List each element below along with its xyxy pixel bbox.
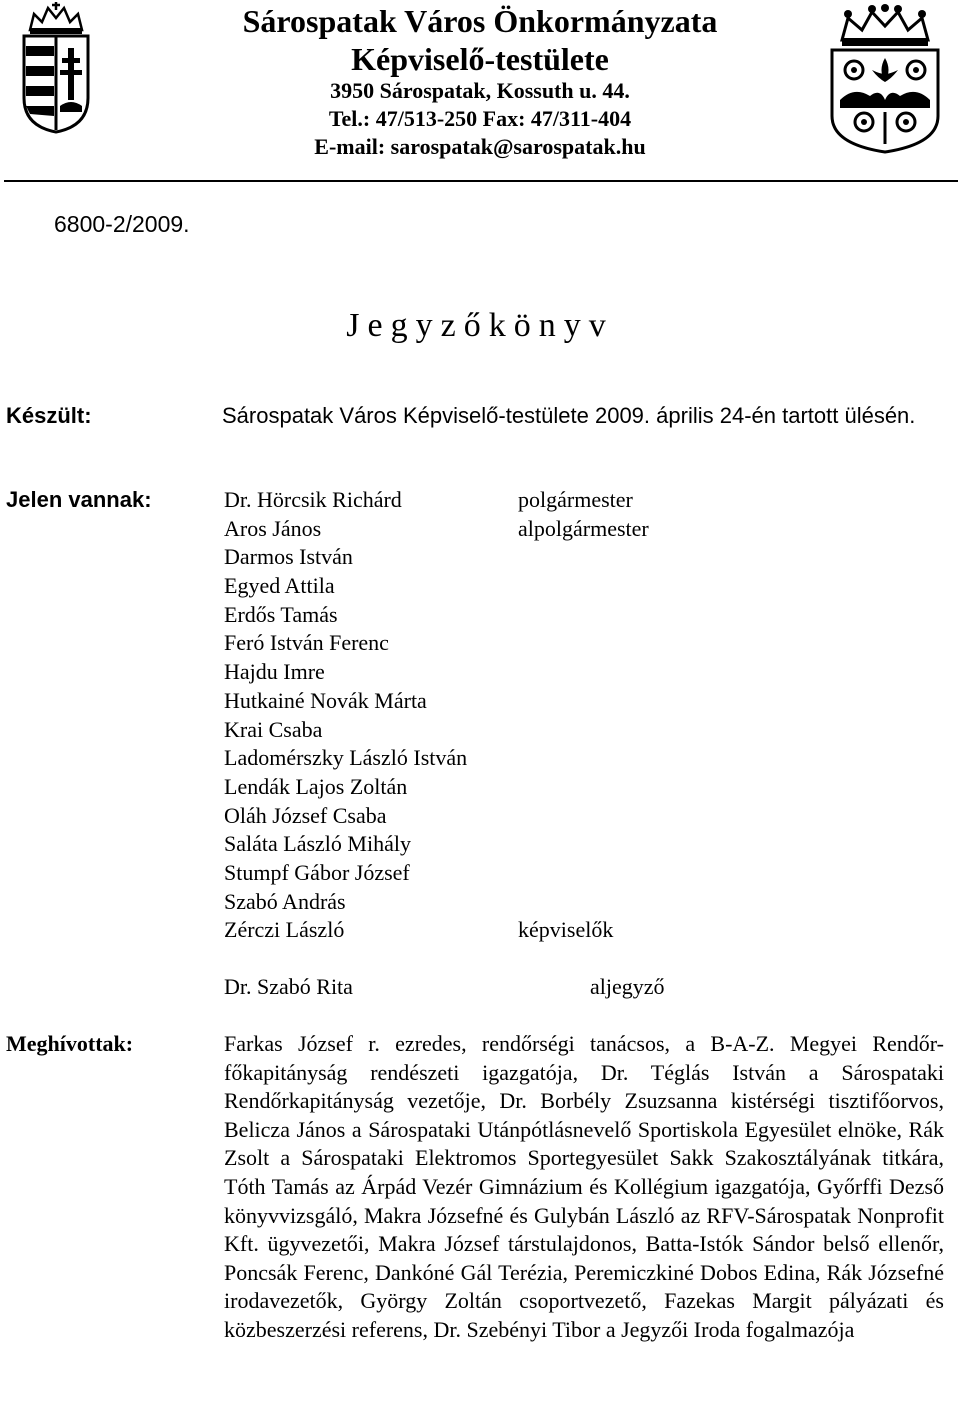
attendee-name: Egyed Attila bbox=[224, 573, 335, 599]
town-coat-of-arms-icon bbox=[824, 4, 946, 154]
attendee-row bbox=[224, 658, 704, 687]
attendee-name: Darmos István bbox=[224, 544, 353, 570]
header-divider bbox=[4, 180, 958, 182]
attendee-name: Dr. Hörcsik Richárd bbox=[224, 487, 402, 512]
attendee-name: Ladomérszky László István bbox=[224, 745, 468, 771]
attendee-name: Szabó András bbox=[224, 888, 346, 914]
attendee-row bbox=[224, 830, 704, 859]
attendee-name: Stumpf Gábor József bbox=[224, 859, 410, 885]
attendee-name: Aros János bbox=[224, 515, 322, 541]
attendee-role: polgármester bbox=[518, 487, 633, 512]
header-address: 3950 Sárospatak, Kossuth u. 44. bbox=[330, 78, 630, 103]
header-phone-fax: Tel.: 47/513-250 Fax: 47/311-404 bbox=[328, 106, 632, 131]
clerk-role: aljegyző bbox=[590, 974, 665, 999]
attendee-row bbox=[224, 629, 704, 658]
attendee-role: alpolgármester bbox=[518, 515, 649, 541]
attendee-name: Krai Csaba bbox=[224, 716, 323, 742]
attendee-row bbox=[224, 888, 704, 917]
attendee-role: képviselők bbox=[518, 917, 614, 943]
jelen-vannak-label: Jelen vannak: bbox=[6, 487, 152, 512]
attendee-row bbox=[224, 802, 704, 831]
attendee-list bbox=[224, 486, 704, 945]
attendee-row bbox=[224, 916, 704, 945]
attendee-row bbox=[224, 744, 704, 773]
clerk-name: Dr. Szabó Rita bbox=[224, 974, 353, 999]
invited-guests-text: Farkas József r. ezredes, rendőrségi tanácsos, a B-A-Z. Megyei Rendőr-főkapitányság rendészeti igazgatója, Dr. Téglás István a Sárospataki Rendőrkapitányság vezetője, Dr. Borbély Zsuzsanna kistérségi tisztifőorvos, Belicza János a Sárospataki Utánpótlásnevelő Sportiskola Egyesület elnöke, Rák Zsolt a Sárospataki Elektromos Sportegyesület Sakk Szakosztályának titkára, Tóth Tamás az Árpád Vezér Gimnázium és Kollégium igazgatója, Győrffi Dezső könyvvizsgáló, Makra Józsefné és Gulybán László az RFV-Sárospatak Nonprofit Kft. ügyvezetői, Makra József társtulajdonos, Batta-Istók Sándor belső ellenőr, Poncsák Ferenc, Dankóné Gál Terézia, Peremiczkiné Dobos Edina, Rák Józsefné irodavezetők, György Zoltán csoportvezető, Fazekas Margit pályázati és közbeszerzési referens, Dr. Szebényi Tibor a Jegyzői Iroda fogalmazója bbox=[224, 1031, 944, 1342]
keszult-label: Készült: bbox=[6, 403, 92, 428]
keszult-text: Sárospatak Város Képviselő-testülete 2009. április 24-én tartott ülésén. bbox=[222, 403, 916, 428]
attendee-row bbox=[224, 572, 704, 601]
hungarian-coat-of-arms-icon bbox=[20, 2, 92, 134]
attendee-name: Zérczi László bbox=[224, 917, 345, 943]
attendee-row bbox=[224, 601, 704, 630]
attendee-name: Saláta László Mihály bbox=[224, 831, 411, 857]
attendee-name: Lendák Lajos Zoltán bbox=[224, 773, 408, 799]
attendee-name: Erdős Tamás bbox=[224, 601, 338, 627]
attendee-row bbox=[224, 773, 704, 802]
header-title-line1: Sárospatak Város Önkormányzata bbox=[242, 3, 718, 39]
attendee-row bbox=[224, 716, 704, 745]
attendee-name: Feró István Ferenc bbox=[224, 630, 389, 656]
attendee-name: Hajdu Imre bbox=[224, 659, 325, 685]
attendee-row bbox=[224, 486, 704, 515]
document-title: Jegyzőkönyv bbox=[346, 307, 614, 344]
attendee-row bbox=[224, 687, 704, 716]
reference-number: 6800-2/2009. bbox=[54, 211, 190, 237]
attendee-row bbox=[224, 543, 704, 572]
header-title-line2: Képviselő-testülete bbox=[351, 41, 609, 77]
header-email: E-mail: sarospatak@sarospatak.hu bbox=[314, 134, 646, 159]
meghivottak-label: Meghívottak: bbox=[6, 1031, 134, 1056]
attendee-name: Oláh József Csaba bbox=[224, 802, 387, 828]
attendee-row bbox=[224, 859, 704, 888]
attendee-row bbox=[224, 515, 704, 544]
attendee-name: Hutkainé Novák Márta bbox=[224, 687, 427, 713]
